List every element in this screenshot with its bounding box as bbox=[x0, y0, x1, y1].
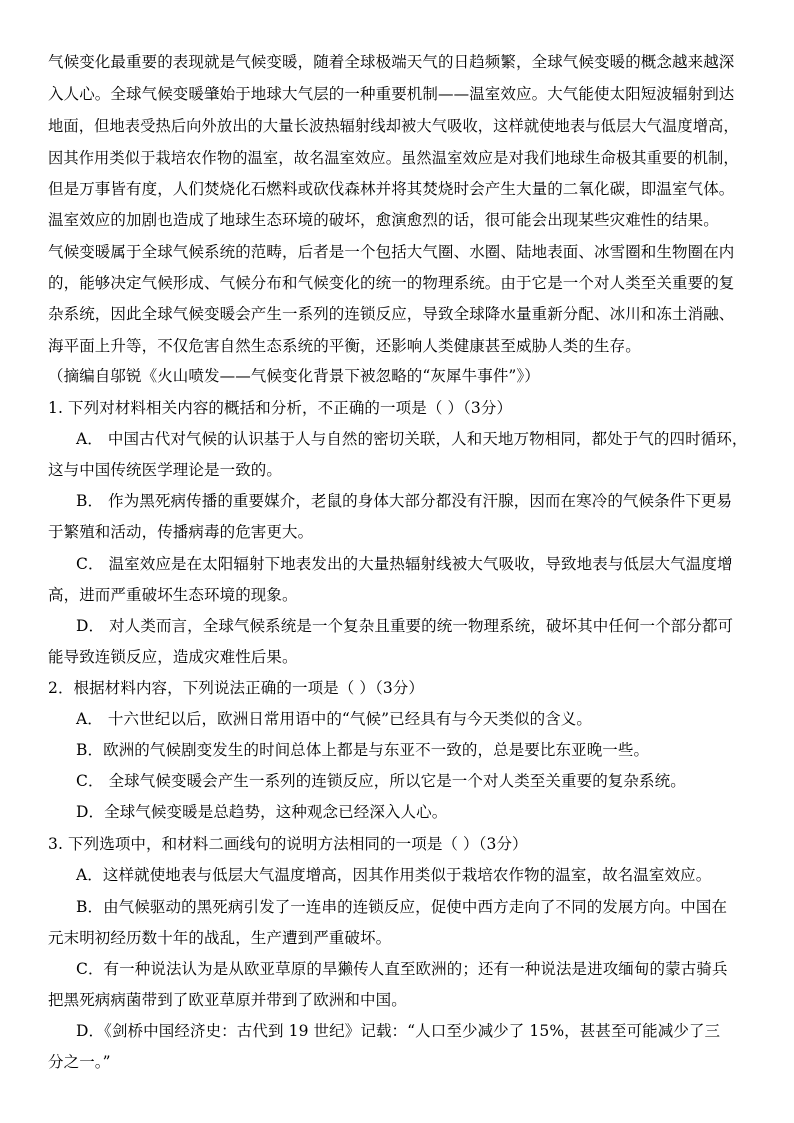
passage-line: 气候变化最重要的表现就是气候变暖，随着全球极端天气的日趋频繁，全球气候变暖的概念越来越深 bbox=[48, 53, 735, 71]
passage-line: 的，能够决定气候形成、气候分布和气候变化的统一的物理系统。由于它是一个对人类至关重要的复 bbox=[48, 274, 735, 292]
option-line: D．《剑桥中国经济史：古代到 19 世纪》记载：“人口至少减少了 15%，甚甚至可能减少了三 bbox=[76, 1022, 721, 1040]
option-line: 元末明初经历数十年的战乱，生产遭到严重破坏。 bbox=[48, 929, 392, 947]
option-line: B． 作为黑死病传播的重要媒介，老鼠的身体大部分都没有汗腺，因而在寒冷的气候条件下更易 bbox=[76, 492, 733, 510]
option-line: A． 十六世纪以后，欧洲日常用语中的“气候”已经具有与今天类似的含义。 bbox=[76, 710, 592, 728]
option-line: C． 全球气候变暖会产生一系列的连锁反应，所以它是一个对人类至关重要的复杂系统。 bbox=[76, 772, 686, 790]
option-line: 能导致连锁反应，造成灾难性后果。 bbox=[48, 648, 298, 666]
option-line: 这与中国传统医学理论是一致的。 bbox=[48, 461, 283, 479]
passage-line: 海平面上升等，不仅危害自然生态系统的平衡，还影响人类健康甚至威胁人类的生存。 bbox=[48, 337, 641, 355]
question-stem: 1. 下列对材料相关内容的概括和分析，不正确的一项是（ ）（3分） bbox=[48, 399, 513, 417]
passage-line: 但是万事皆有度，人们焚烧化石燃料或砍伐森林并将其焚烧时会产生大量的二氧化碳，即温室气体。 bbox=[48, 180, 735, 198]
passage-line: 入人心。全球气候变暖肇始于地球大气层的一种重要机制——温室效应。大气能使太阳短波辐射到达 bbox=[48, 85, 735, 103]
passage-line: 杂系统，因此全球气候变暖会产生一系列的连锁反应，导致全球降水量重新分配、冰川和冻土消融、 bbox=[48, 305, 735, 323]
passage-line: 温室效应的加剧也造成了地球生态环境的破坏，愈演愈烈的话，很可能会出现某些灾难性的结果。 bbox=[48, 211, 719, 229]
option-line: 分之一。” bbox=[48, 1053, 111, 1071]
passage-source: （摘编自邬锐《火山喷发——气候变化背景下被忽略的“灰犀牛事件”》） bbox=[48, 367, 540, 385]
option-line: A．这样就使地表与低层大气温度增高，因其作用类似于栽培农作物的温室，故名温室效应。 bbox=[76, 866, 712, 884]
option-line: C．有一种说法认为是从欧亚草原的旱獭传人直至欧洲的；还有一种说法是进攻缅甸的蒙古骑兵 bbox=[76, 960, 728, 978]
passage-line: 因其作用类似于栽培农作物的温室，故名温室效应。虽然温室效应是对我们地球生命极其重要的机制， bbox=[48, 149, 739, 167]
option-line: A． 中国古代对气候的认识基于人与自然的密切关联，人和天地万物相同，都处于气的四时循环， bbox=[76, 430, 748, 448]
question-stem: 2．根据材料内容，下列说法正确的一项是（ ）（3分） bbox=[48, 679, 425, 697]
option-line: C． 温室效应是在太阳辐射下地表发出的大量热辐射线被大气吸收，导致地表与低层大气温度增 bbox=[76, 555, 733, 573]
option-line: D． 对人类而言，全球气候系统是一个复杂且重要的统一物理系统，破坏其中任何一个部分都可 bbox=[76, 617, 734, 635]
option-line: D．全球气候变暖是总趋势，这种观念已经深入人心。 bbox=[76, 803, 448, 821]
option-line: 把黑死病病菌带到了欧亚草原并带到了欧洲和中国。 bbox=[48, 991, 407, 1009]
passage-line: 气候变暖属于全球气候系统的范畴，后者是一个包括大气圈、水圈、陆地表面、冰雪圈和生物圈在内 bbox=[48, 243, 735, 261]
option-line: B．欧洲的气候剧变发生的时间总体上都是与东亚不一致的，总是要比东亚晚一些。 bbox=[76, 741, 650, 759]
passage-line: 地面，但地表受热后向外放出的大量长波热辐射线却被大气吸收，这样就使地表与低层大气温度增高， bbox=[48, 117, 739, 135]
option-line: 高，进而严重破坏生态环境的现象。 bbox=[48, 586, 298, 604]
question-stem: 3. 下列选项中，和材料二画线句的说明方法相同的一项是（ ）（3分） bbox=[48, 835, 528, 853]
option-line: B．由气候驱动的黑死病引发了一连串的连锁反应，促使中西方走向了不同的发展方向。中国在 bbox=[76, 898, 728, 916]
option-line: 于繁殖和活动，传播病毒的危害更大。 bbox=[48, 523, 314, 541]
